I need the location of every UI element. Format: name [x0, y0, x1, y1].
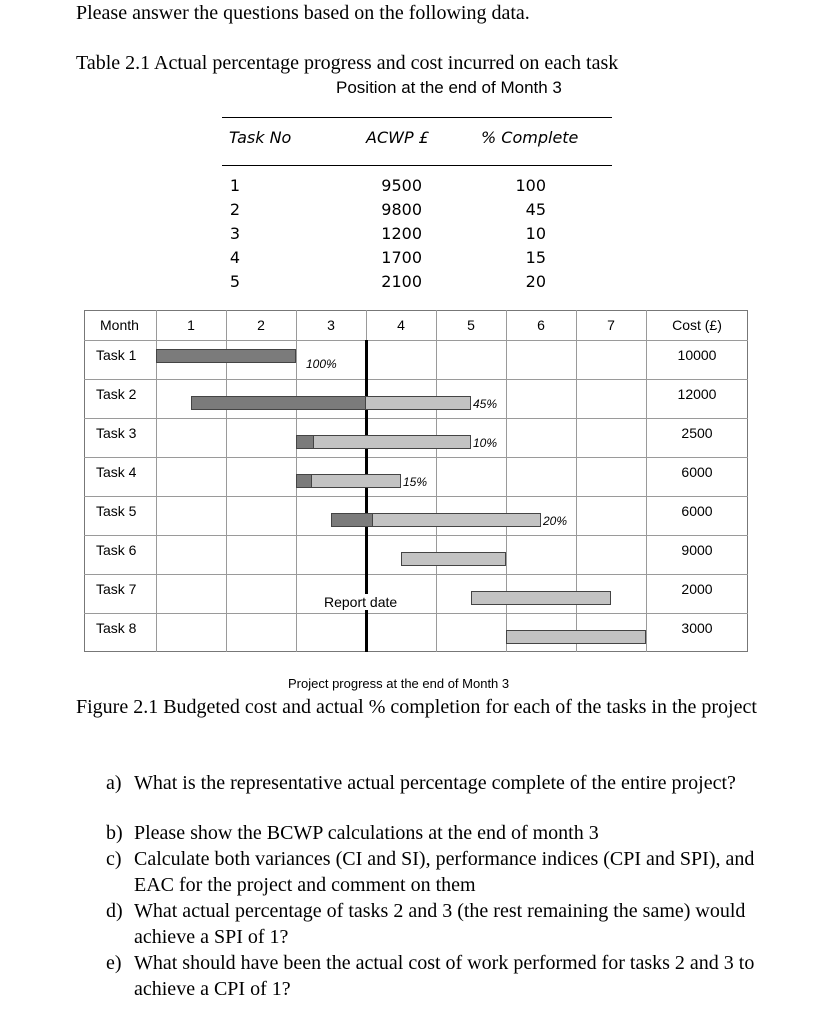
task-bar — [506, 630, 646, 644]
task-bar-done — [296, 474, 312, 488]
table-cell: 2 — [229, 200, 240, 219]
header-complete: % Complete — [481, 128, 579, 147]
table-position-title: Position at the end of Month 3 — [336, 78, 562, 97]
task-bar — [471, 591, 611, 605]
gantt-task-name: Task 4 — [96, 464, 137, 480]
table-header-rule — [222, 165, 612, 166]
task-percent-label: 45% — [473, 397, 498, 411]
gantt-gridline — [84, 574, 748, 575]
question-text: What should have been the actual cost of work performed for tasks 2 and 3 to achieve a CPI of 1? — [134, 952, 755, 1000]
gantt-task-name: Task 1 — [96, 347, 137, 363]
task-bar-done — [296, 435, 314, 449]
gantt-task-name: Task 5 — [96, 503, 137, 519]
question-text: Please show the BCWP calculations at the end of month 3 — [134, 822, 599, 844]
table-cell: 9500 — [381, 176, 422, 195]
table-top-rule — [222, 117, 612, 118]
table-cell: 9800 — [381, 200, 422, 219]
task-bar — [296, 474, 401, 488]
table-cell: 2100 — [381, 272, 422, 291]
table-cell: 1200 — [381, 224, 422, 243]
gantt-gridline — [84, 457, 748, 458]
gantt-task-cost: 12000 — [677, 386, 717, 402]
gantt-month-header: 5 — [467, 317, 475, 333]
gantt-task-cost: 2500 — [681, 425, 713, 441]
gantt-gridline — [84, 418, 748, 419]
gantt-task-name: Task 7 — [96, 581, 137, 597]
gantt-month-header: 4 — [397, 317, 405, 333]
gantt-task-cost: 9000 — [681, 542, 713, 558]
gantt-task-name: Task 8 — [96, 620, 137, 636]
gantt-task-name: Task 6 — [96, 542, 137, 558]
task-percent-label: 20% — [543, 514, 568, 528]
task-bar-done — [191, 396, 366, 410]
question-label: e) — [106, 952, 122, 974]
gantt-gridline — [84, 379, 748, 380]
gantt-month-header: 3 — [327, 317, 335, 333]
gantt-cost-header: Cost (£) — [672, 317, 722, 333]
gantt-task-name: Task 2 — [96, 386, 137, 402]
table-cell: 20 — [525, 272, 546, 291]
task-no-column — [222, 174, 240, 294]
gantt-gridline — [84, 613, 748, 614]
task-bar-done — [331, 513, 373, 527]
question-text: What is the representative actual percentage complete of the entire project? — [134, 772, 736, 794]
task-bar-done — [156, 349, 296, 363]
header-task-no: Task No — [229, 128, 292, 147]
gantt-month-label: Month — [100, 317, 139, 333]
table-cell: 100 — [515, 176, 546, 195]
gantt-gridline — [84, 340, 748, 341]
gantt-gridline — [84, 496, 748, 497]
table-cell: 5 — [229, 272, 240, 291]
question-text: What actual percentage of tasks 2 and 3 (the rest remaining the same) would achieve a SPI of 1? — [134, 900, 746, 948]
gantt-gridline — [436, 310, 437, 652]
question-label: a) — [106, 772, 122, 794]
header-acwp: ACWP £ — [366, 128, 429, 147]
gantt-task-cost: 3000 — [681, 620, 713, 636]
task-percent-label: 10% — [473, 436, 498, 450]
table-cell: 1700 — [381, 248, 422, 267]
intro-text: Please answer the questions based on the following data. — [76, 2, 530, 24]
complete-column — [500, 174, 546, 294]
gantt-task-cost: 10000 — [677, 347, 717, 363]
task-percent-label: 100% — [306, 357, 337, 371]
gantt-month-header: 6 — [537, 317, 545, 333]
gantt-subtitle: Project progress at the end of Month 3 — [288, 676, 510, 691]
gantt-month-header: 1 — [187, 317, 195, 333]
report-date-label: Report date — [324, 594, 398, 610]
table-cell: 1 — [229, 176, 240, 195]
table-cell: 15 — [525, 248, 546, 267]
gantt-month-header: 7 — [607, 317, 615, 333]
table-caption: Table 2.1 Actual percentage progress and cost incurred on each task — [76, 52, 619, 74]
gantt-task-cost: 6000 — [681, 464, 713, 480]
gantt-gridline — [84, 535, 748, 536]
figure-caption: Figure 2.1 Budgeted cost and actual % completion for each of the tasks in the project — [76, 696, 757, 718]
gantt-task-name: Task 3 — [96, 425, 137, 441]
gantt-task-cost: 2000 — [681, 581, 713, 597]
acwp-column — [360, 174, 422, 294]
question-label: d) — [106, 900, 123, 922]
question-label: b) — [106, 822, 123, 844]
question-text: Calculate both variances (CI and SI), performance indices (CPI and SPI), and EAC for the project and comment on them — [134, 848, 755, 896]
task-percent-label: 15% — [403, 475, 428, 489]
gantt-task-cost: 6000 — [681, 503, 713, 519]
table-cell: 10 — [525, 224, 546, 243]
table-cell: 4 — [229, 248, 240, 267]
table-cell: 3 — [229, 224, 240, 243]
gantt-month-header: 2 — [257, 317, 265, 333]
task-bar — [401, 552, 506, 566]
table-cell: 45 — [525, 200, 546, 219]
task-bar — [296, 435, 471, 449]
question-label: c) — [106, 848, 122, 870]
gantt-chart — [84, 310, 748, 652]
